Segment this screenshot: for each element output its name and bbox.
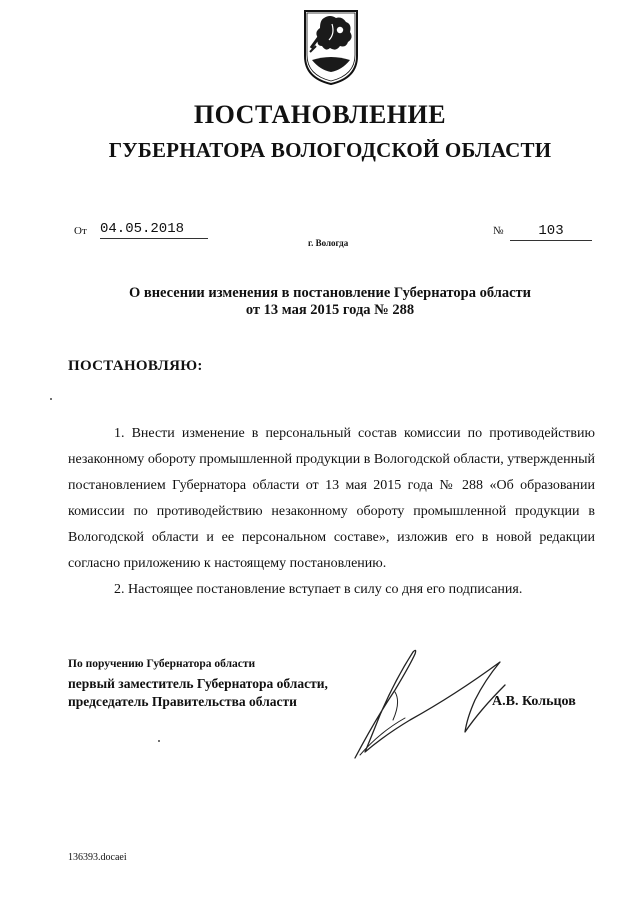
signatory-name: А.В. Кольцов xyxy=(492,694,576,709)
file-reference: 136393.docaei xyxy=(68,852,127,863)
on-behalf-label: По поручению Губернатора области xyxy=(68,658,256,670)
body-paragraph-2: 2. Настоящее постановление вступает в силу со дня его подписания. xyxy=(114,582,523,597)
body-paragraph-1: 1. Внести изменение в персональный состав комиссии по противодействию незаконному обороту промышленной продукции в Вологодской области, утвержденный постановлением Губернатора области от 13 мая 2015 года № 288 «Об образовании комиссии по противодействию незаконному обороту промышленной продукции в Вологодской области и ее персональном составе», изложив его в новой редакции согласно приложению к настоящему постановлению. xyxy=(68,426,595,571)
subject-line-2: от 13 мая 2015 года № 288 xyxy=(245,302,415,318)
city-label: г. Вологда xyxy=(308,238,349,248)
issuer-title: ГУБЕРНАТОРА ВОЛОГОДСКОЙ ОБЛАСТИ xyxy=(108,138,552,162)
signatory-position-2: председатель Правительства области xyxy=(68,694,297,709)
document-number: 103 xyxy=(510,223,592,241)
signatory-position-1: первый заместитель Губернатора области, xyxy=(68,676,328,691)
decree-heading: ПОСТАНОВЛЯЮ: xyxy=(68,358,203,374)
subject-line-1: О внесении изменения в постановление Губернатора области xyxy=(128,285,532,301)
document-date: 04.05.2018 xyxy=(100,221,208,239)
handwritten-signature xyxy=(335,640,535,765)
document-title: ПОСТАНОВЛЕНИЕ xyxy=(193,100,447,129)
coat-of-arms-icon xyxy=(302,8,360,86)
scan-dot xyxy=(50,398,52,400)
date-label: От xyxy=(74,225,87,237)
document-body xyxy=(68,421,595,603)
scan-dot xyxy=(158,740,160,742)
document-subject xyxy=(0,285,640,319)
number-label: № xyxy=(493,225,504,237)
